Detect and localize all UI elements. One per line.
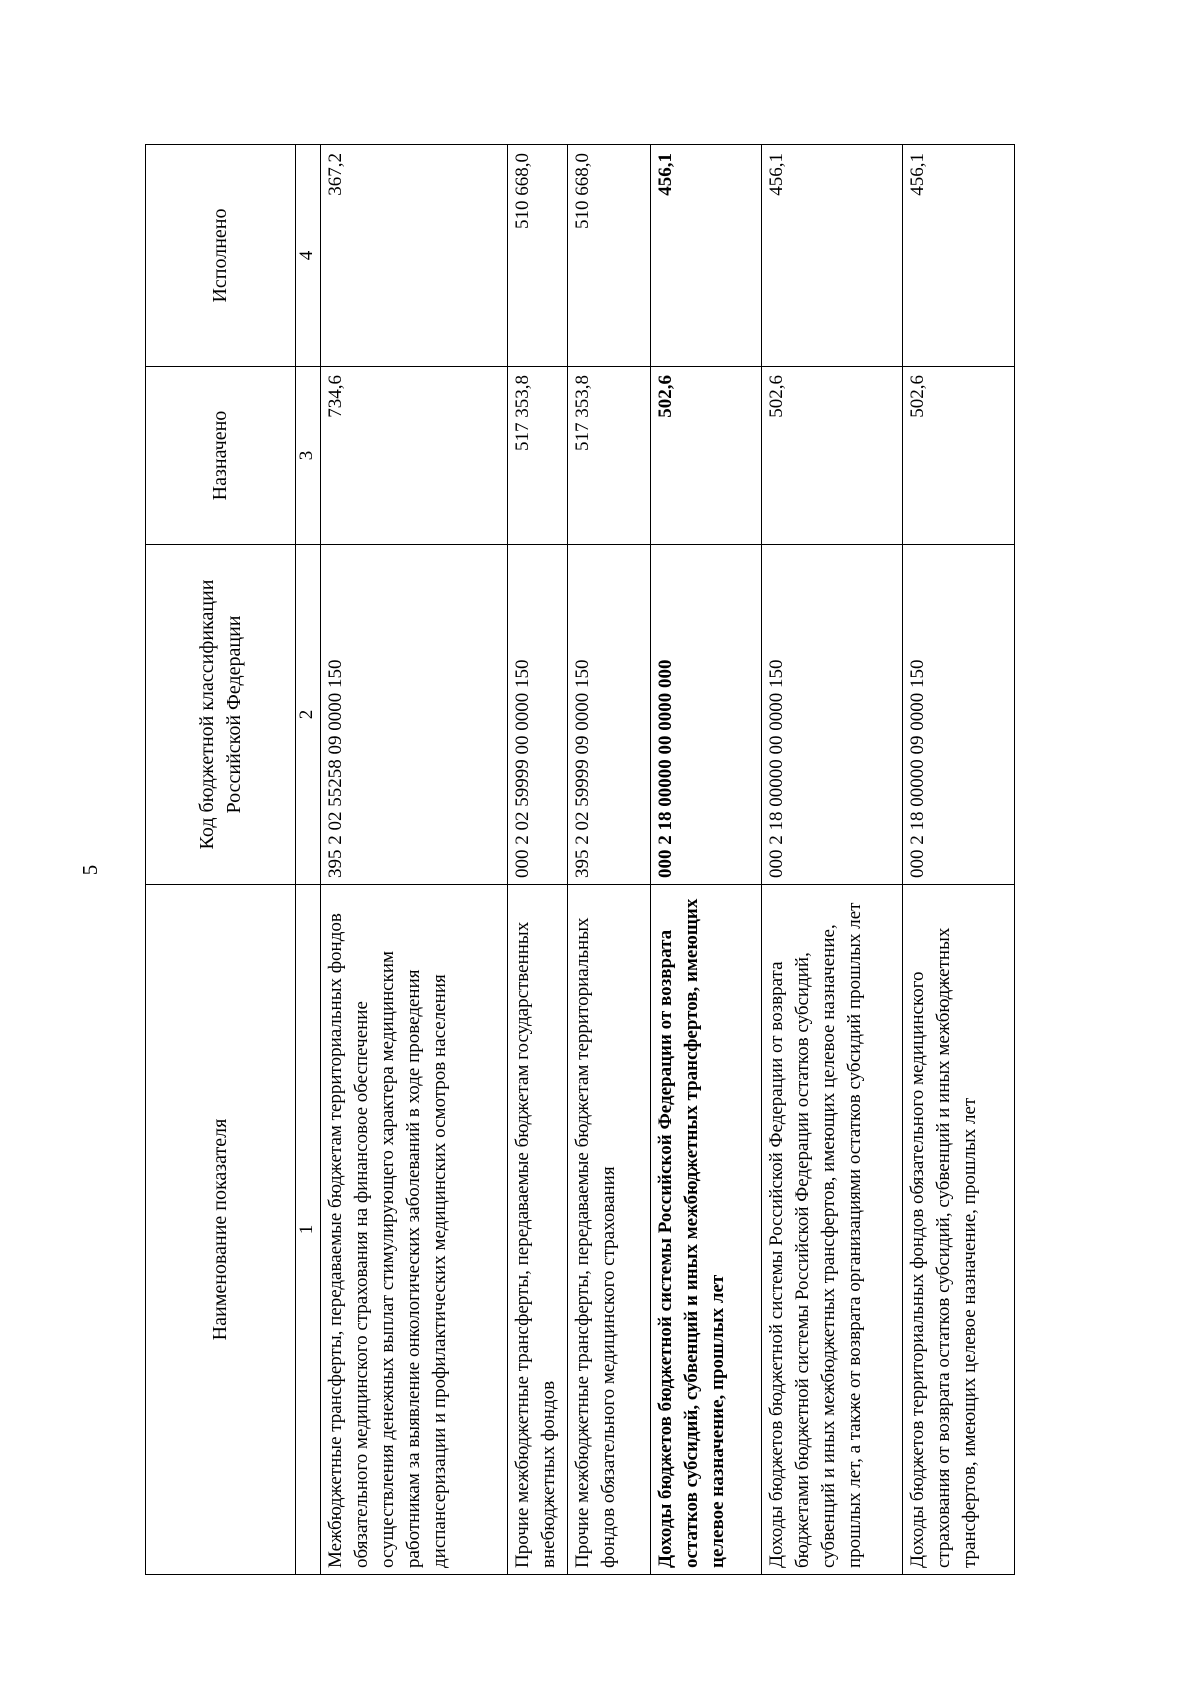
row-executed: 456,1 [762,145,903,367]
row-executed: 510 668,0 [568,145,650,367]
page-number: 5 [78,864,102,876]
row-code: 000 2 18 00000 09 0000 150 [903,545,1015,885]
row-executed: 510 668,0 [508,145,568,367]
header-assigned: Назначено [146,367,296,545]
table-container [145,145,1015,1575]
header-name: Наименование показателя [146,885,296,1575]
row-name: Прочие межбюджетные трансферты, передаваемые бюджетам государственных внебюджетных фондов [508,885,568,1575]
row-code: 000 2 18 00000 00 0000 000 [650,545,762,885]
row-name: Доходы бюджетов бюджетной системы Российской Федерации от возврата остатков субсидий, субвенций и иных межбюджетных трансфертов, имеющих целевое назначение, прошлых лет [650,885,762,1575]
table-row [762,145,903,1575]
row-name: Доходы бюджетов территориальных фондов обязательного медицинского страхования от возврата остатков субсидий, субвенций и иных межбюджетных трансфертов, имеющих целевое назначение, прошлых лет [903,885,1015,1575]
column-number: 4 [296,145,321,367]
row-code: 000 2 02 59999 00 0000 150 [508,545,568,885]
table-row [568,145,650,1575]
row-code: 000 2 18 00000 00 0000 150 [762,545,903,885]
table-row [321,145,508,1575]
row-assigned: 502,6 [903,367,1015,545]
column-number: 2 [296,545,321,885]
row-executed: 456,1 [650,145,762,367]
row-name: Прочие межбюджетные трансферты, передаваемые бюджетам территориальных фондов обязательного медицинского страхования [568,885,650,1575]
table-row [903,145,1015,1575]
column-number: 3 [296,367,321,545]
table-row [508,145,568,1575]
row-assigned: 734,6 [321,367,508,545]
row-executed: 456,1 [903,145,1015,367]
column-number: 1 [296,885,321,1575]
budget-table [145,144,1015,1575]
table-row [650,145,762,1575]
row-code: 395 2 02 55258 09 0000 150 [321,545,508,885]
row-code: 395 2 02 59999 09 0000 150 [568,545,650,885]
row-assigned: 502,6 [650,367,762,545]
row-assigned: 502,6 [762,367,903,545]
row-name: Доходы бюджетов бюджетной системы Российской Федерации от возврата бюджетами бюджетной системы Российской Федерации остатков субсидий, субвенций и иных межбюджетных трансфертов, имеющих целевое назначение, прошлых лет, а также от возврата организациями остатков субсидий прошлых лет [762,885,903,1575]
header-code: Код бюджетной классификации Российской Федерации [146,545,296,885]
row-executed: 367,2 [321,145,508,367]
row-assigned: 517 353,8 [508,367,568,545]
row-name: Межбюджетные трансферты, передаваемые бюджетам территориальных фондов обязательного медицинского страхования на финансовое обеспечение осуществления денежных выплат стимулирующего характера медицинским работникам за выявление онкологических заболеваний в ходе проведения диспансеризации и профилактических медицинских осмотров населения [321,885,508,1575]
header-executed: Исполнено [146,145,296,367]
row-assigned: 517 353,8 [568,367,650,545]
